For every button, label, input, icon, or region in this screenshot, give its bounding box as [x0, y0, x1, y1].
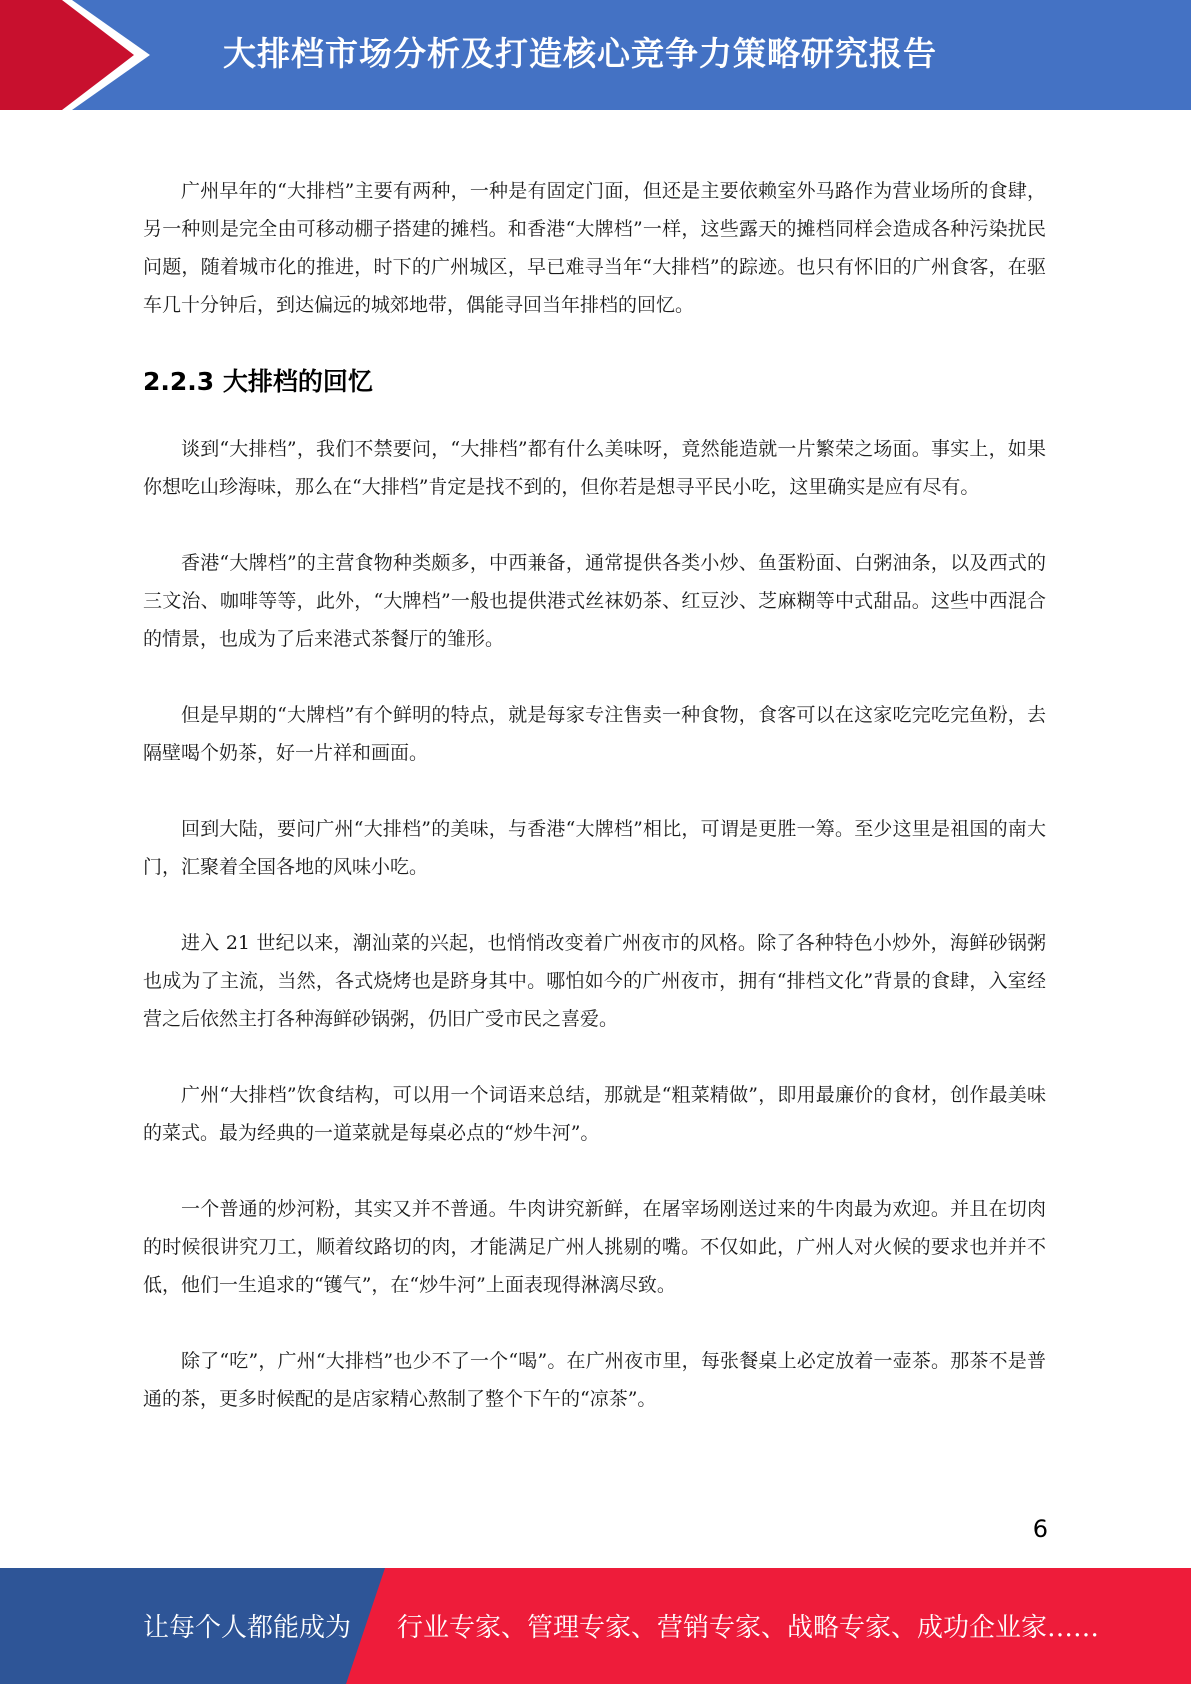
paragraph: 但是早期的“大牌档”有个鲜明的特点，就是每家专注售卖一种食物，食客可以在这家吃完吃完鱼粉，去隔壁喝个奶茶，好一片祥和画面。	[143, 704, 1046, 764]
paragraph: 进入 21 世纪以来，潮汕菜的兴起，也悄悄改变着广州夜市的风格。除了各种特色小炒外，海鲜砂锅粥也成为了主流，当然，各式烧烤也是跻身其中。哪怕如今的广州夜市，拥有“排档文化”背景的食肆，入室经营之后依然主打各种海鲜砂锅粥，仍旧广受市民之喜爱。	[143, 932, 1046, 1030]
paragraph: 一个普通的炒河粉，其实又并不普通。牛肉讲究新鲜，在屠宰场刚送过来的牛肉最为欢迎。并且在切肉的时候很讲究刀工，顺着纹路切的肉，才能满足广州人挑剔的嘴。不仅如此，广州人对火候的要求也并并不低，他们一生追求的“镬气”，在“炒牛河”上面表现得淋漓尽致。	[143, 1198, 1046, 1296]
page-footer	[0, 1568, 1191, 1684]
section-heading: 2.2.3 大排档的回忆	[143, 367, 373, 396]
page-number: 6	[1032, 1515, 1048, 1543]
header-arrow-decoration	[0, 0, 160, 110]
footer-slogan-right: 行业专家、管理专家、营销专家、战略专家、成功企业家……	[397, 1613, 1100, 1643]
paragraph: 广州“大排档”饮食结构，可以用一个词语来总结，那就是“粗菜精做”，即用最廉价的食材，创作最美味的菜式。最为经典的一道菜就是每桌必点的“炒牛河”。	[143, 1084, 1046, 1144]
paragraph: 广州早年的“大排档”主要有两种，一种是有固定门面，但还是主要依赖室外马路作为营业场所的食肆，另一种则是完全由可移动棚子搭建的摊档。和香港“大牌档”一样，这些露天的摊档同样会造成各种污染扰民问题，随着城市化的推进，时下的广州城区，早已难寻当年“大排档”的踪迹。也只有怀旧的广州食客，在驱车几十分钟后，到达偏远的城郊地带，偶能寻回当年排档的回忆。	[143, 180, 1046, 316]
paragraph: 香港“大牌档”的主营食物种类颇多，中西兼备，通常提供各类小炒、鱼蛋粉面、白粥油条，以及西式的三文治、咖啡等等，此外，“大牌档”一般也提供港式丝袜奶茶、红豆沙、芝麻糊等中式甜品。这些中西混合的情景，也成为了后来港式茶餐厅的雏形。	[143, 552, 1046, 650]
report-title: 大排档市场分析及打造核心竞争力策略研究报告	[223, 34, 937, 73]
paragraph: 谈到“大排档”，我们不禁要问，“大排档”都有什么美味呀，竟然能造就一片繁荣之场面。事实上，如果你想吃山珍海味，那么在“大排档”肯定是找不到的，但你若是想寻平民小吃，这里确实是应有尽有。	[143, 438, 1046, 498]
document-body	[143, 172, 1046, 1456]
paragraph: 回到大陆，要问广州“大排档”的美味，与香港“大牌档”相比，可谓是更胜一筹。至少这里是祖国的南大门，汇聚着全国各地的风味小吃。	[143, 818, 1046, 878]
page-header	[0, 0, 1191, 110]
footer-slogan-left: 让每个人都能成为	[143, 1613, 352, 1643]
paragraph: 除了“吃”，广州“大排档”也少不了一个“喝”。在广州夜市里，每张餐桌上必定放着一壶茶。那茶不是普通的茶，更多时候配的是店家精心熬制了整个下午的“凉茶”。	[143, 1350, 1046, 1410]
